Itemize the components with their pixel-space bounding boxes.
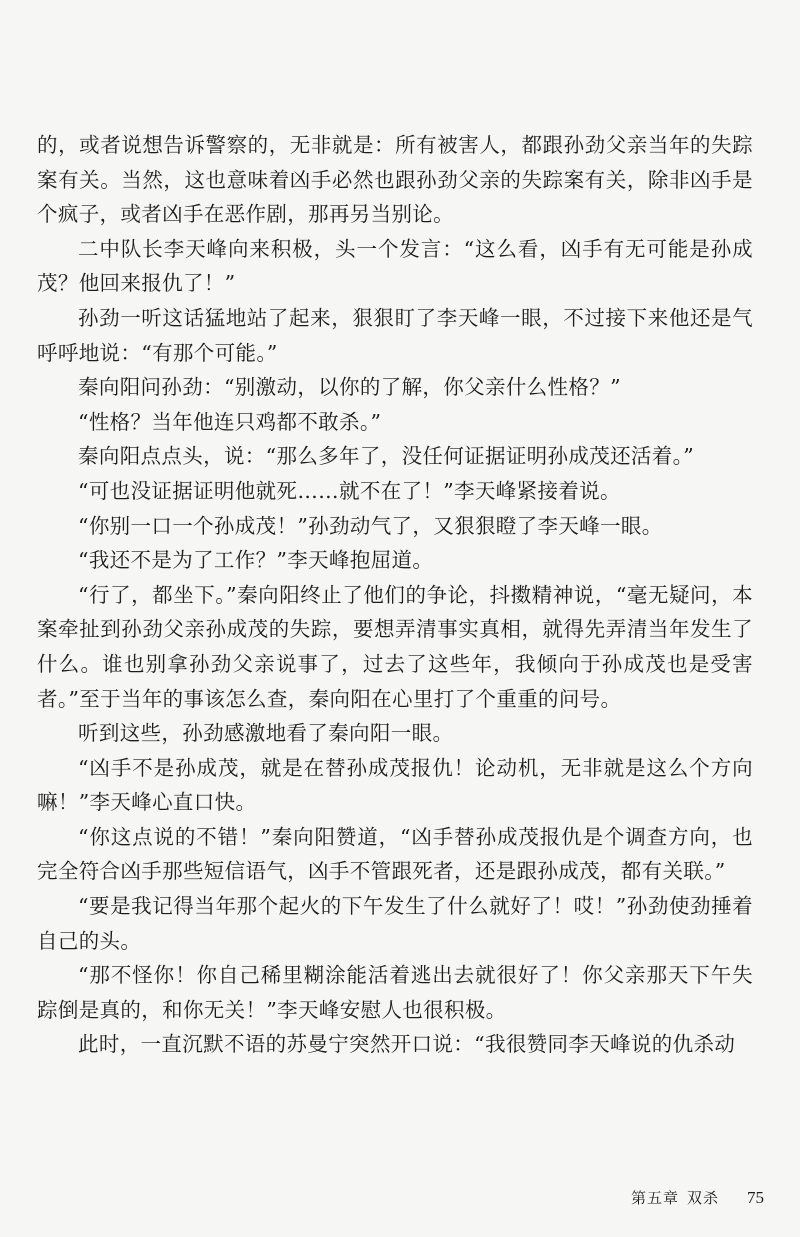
paragraph: 的，或者说想告诉警察的，无非就是：所有被害人，都跟孙劲父亲当年的失踪案有关。当然，这也意味着凶手必然也跟孙劲父亲的失踪案有关，除非凶手是个疯子，或者凶手在恶作剧，那再另当别论。 xyxy=(37,133,753,227)
paragraph: 此时，一直沉默不语的苏曼宁突然开口说：“我很赞同李天峰说的仇杀动 xyxy=(78,1032,736,1057)
page-number: 75 xyxy=(747,1188,764,1207)
paragraph: 孙劲一听这话猛地站了起来，狠狠盯了李天峰一眼，不过接下来他还是气呼呼地说：“有那个可能。” xyxy=(37,305,753,365)
paragraph: “可也没证据证明他就死……就不在了！”李天峰紧接着说。 xyxy=(78,478,621,503)
chapter-label: 第五章 xyxy=(630,1189,679,1207)
paragraph: “那不怪你！你自己稀里糊涂能活着逃出去就很好了！你父亲那天下午失踪倒是真的，和你无关！”李天峰安慰人也很积极。 xyxy=(37,963,753,1022)
paragraph: “行了，都坐下。”秦向阳终止了他们的争论，抖擞精神说，“毫无疑问，本案牵扯到孙劲父亲孙成茂的失踪，要想弄清事实真相，就得先弄清当年发生了什么。谁也别拿孙劲父亲说事了，过去了这些年，我倾向于孙成茂也是受害者。”至于当年的事该怎么查，秦向阳在心里打了个重重的问号。 xyxy=(37,582,753,711)
chapter-title: 双杀 xyxy=(686,1189,719,1207)
paragraph: “凶手不是孙成茂，就是在替孙成茂报仇！论动机，无非就是这么个方向嘛！”李天峰心直口快。 xyxy=(37,755,753,815)
page-footer xyxy=(631,1187,764,1208)
paragraph: “你这点说的不错！”秦向阳赞道，“凶手替孙成茂报仇是个调查方向，也完全符合凶手那些短信语气，凶手不管跟死者，还是跟孙成茂，都有关联。” xyxy=(37,824,753,884)
paragraph: 秦向阳问孙劲：“别激动，以你的了解，你父亲什么性格？” xyxy=(78,375,621,400)
paragraph: “你别一口一个孙成茂！”孙劲动气了，又狠狠瞪了李天峰一眼。 xyxy=(78,513,663,538)
paragraph: “要是我记得当年那个起火的下午发生了什么就好了！哎！”孙劲使劲捶着自己的头。 xyxy=(37,894,753,953)
paragraph: 二中队长李天峰向来积极，头一个发言：“这么看，凶手有无可能是孙成茂？他回来报仇了！” xyxy=(37,236,753,296)
paragraph: “我还不是为了工作？”李天峰抱屈道。 xyxy=(78,548,434,573)
body-text xyxy=(37,128,753,1062)
paragraph: 秦向阳点点头，说：“那么多年了，没任何证据证明孙成茂还活着。” xyxy=(78,444,695,469)
paragraph: 听到这些，孙劲感激地看了秦向阳一眼。 xyxy=(78,721,454,746)
paragraph: “性格？当年他连只鸡都不敢杀。” xyxy=(78,409,382,434)
